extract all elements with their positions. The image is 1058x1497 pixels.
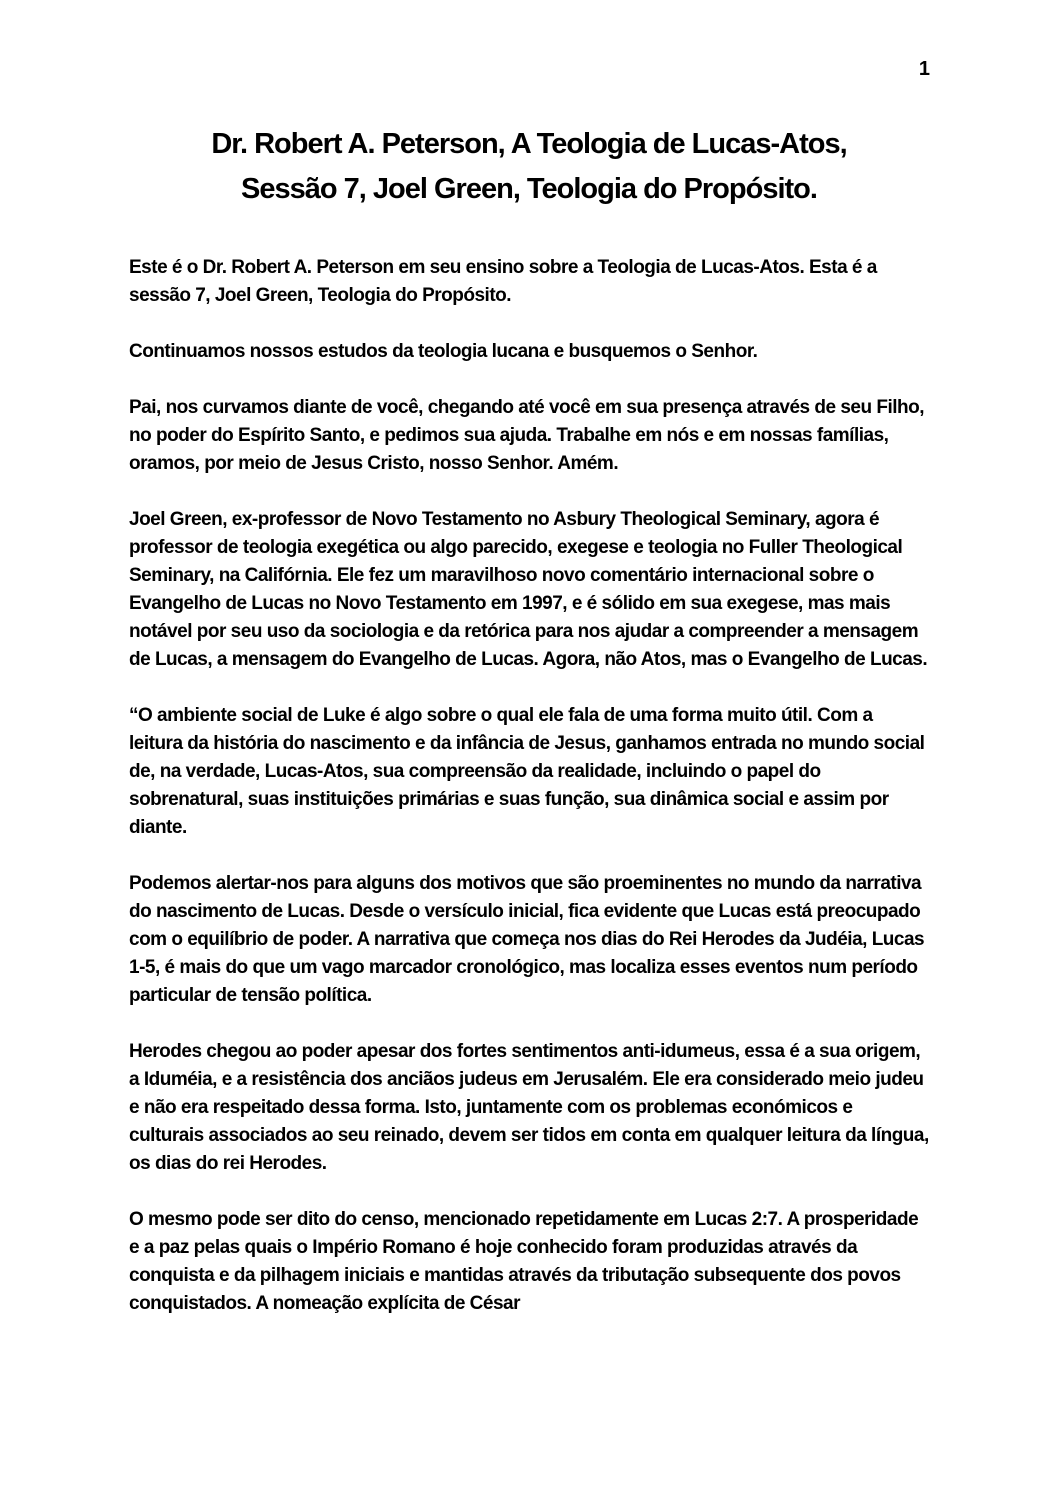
body-paragraph: Herodes chegou ao poder apesar dos fortes sentimentos anti-idumeus, essa é a sua origem, a Iduméia, e a resistência dos anciãos judeus em Jerusalém. Ele era considerado meio judeu e não era respeitado dessa forma. Isto, juntamente com os problemas económicos e culturais associados ao seu reinado, devem ser tidos em conta em qualquer leitura da língua, os dias do rei Herodes. (129, 1041, 929, 1174)
title-line-1: Dr. Robert A. Peterson, A Teologia de Lucas-Atos, (211, 128, 847, 160)
body-paragraph: Joel Green, ex-professor de Novo Testamento no Asbury Theological Seminary, agora é professor de teologia exegética ou algo parecido, exegese e teologia no Fuller Theological Seminary, na Califórnia. Ele fez um maravilhoso novo comentário internacional sobre o Evangelho de Lucas no Novo Testamento em 1997, e é sólido em sua exegese, mas mais notável por seu uso da sociologia e da retórica para nos ajudar a compreender a mensagem de Lucas, a mensagem do Evangelho de Lucas. Agora, não Atos, mas o Evangelho de Lucas. (129, 509, 928, 670)
body-paragraph: Continuamos nossos estudos da teologia lucana e busquemos o Senhor. (129, 341, 758, 362)
title-line-2: Sessão 7, Joel Green, Teologia do Propósito. (241, 173, 817, 205)
body-paragraph: Este é o Dr. Robert A. Peterson em seu ensino sobre a Teologia de Lucas-Atos. Esta é a sessão 7, Joel Green, Teologia do Propósito. (129, 257, 877, 306)
document-body (129, 254, 929, 1346)
body-paragraph: Podemos alertar-nos para alguns dos motivos que são proeminentes no mundo da narrativa do nascimento de Lucas. Desde o versículo inicial, fica evidente que Lucas está preocupado com o equilíbrio de poder. A narrativa que começa nos dias do Rei Herodes da Judéia, Lucas 1-5, é mais do que um vago marcador cronológico, mas localiza esses eventos num período particular de tensão política. (129, 873, 925, 1006)
body-paragraph: Pai, nos curvamos diante de você, chegando até você em sua presença através de seu Filho, no poder do Espírito Santo, e pedimos sua ajuda. Trabalhe em nós e em nossas famílias, oramos, por meio de Jesus Cristo, nosso Senhor. Amém. (129, 397, 924, 474)
body-paragraph: O mesmo pode ser dito do censo, mencionado repetidamente em Lucas 2:7. A prosperidade e a paz pelas quais o Império Romano é hoje conhecido foram produzidas através da conquista e da pilhagem iniciais e mantidas através da tributação subsequente dos povos conquistados. A nomeação explícita de César (129, 1209, 919, 1314)
document-title (129, 122, 929, 212)
page-number: 1 (918, 58, 930, 80)
body-paragraph: “O ambiente social de Luke é algo sobre o qual ele fala de uma forma muito útil. Com a leitura da história do nascimento e da infância de Jesus, ganhamos entrada no mundo social de, na verdade, Lucas-Atos, sua compreensão da realidade, incluindo o papel do sobrenatural, suas instituições primárias e suas função, sua dinâmica social e assim por diante. (129, 705, 925, 838)
